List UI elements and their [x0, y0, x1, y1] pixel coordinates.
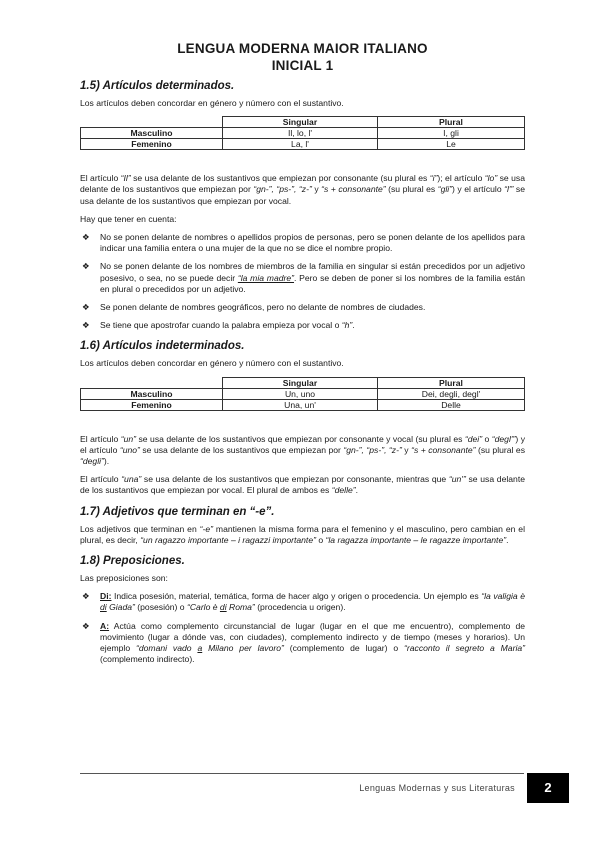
table-cell — [81, 117, 223, 128]
document-title — [80, 40, 525, 74]
diamond-bullet-icon: ❖ — [82, 261, 90, 272]
s16-paragraph-2: El artículo “una” se usa delante de los sustantivos que empiezan por consonante, mientras que “un'” se usa delante de los sustantivos que empiezan por vocal. El plural de ambos es “delle”. — [80, 474, 525, 496]
title-line-1: LENGUA MODERNA MAIOR ITALIANO — [177, 41, 428, 56]
heading-1-8: 1.8) Preposiciones. — [80, 555, 185, 568]
s16-paragraph-1: El artículo “un” se usa delante de los sustantivos que empiezan por consonante y vocal (su plural es “dei” o “degl'”) y el artículo “uno” se usa delante de los sustantivos que empiezan por “gn-”, “ps-”, “z-” y “s + consonante” (su plural es “degli”). — [80, 433, 526, 467]
list-item: ❖ Se tiene que apostrofar cuando la palabra empieza por vocal o “h”. — [82, 320, 355, 331]
list-item: ❖ Di: Indica posesión, material, temática, forma de hacer algo y origen o procedencia. Un ejemplo es “la valigia è di Giada” (posesión) o “Carlo è di Roma” (procedencia u origen). — [82, 591, 526, 613]
table-header: Plural — [378, 117, 525, 128]
heading-1-7: 1.7) Adjetivos que terminan en “-e”. — [80, 505, 275, 518]
s15-paragraph-2: Hay que tener en cuenta: — [80, 213, 177, 224]
table-cell: Il, lo, l' — [223, 128, 378, 139]
diamond-bullet-icon: ❖ — [82, 620, 90, 631]
list-item: ❖ A: Actúa como complemento circunstancial de lugar (lugar en el que me encuentro), complemento de movimiento (lugar a dónde vas, con ciudades), complemento indirecto y de tiempo (meses y horarios). Un ejemplo “domani vado a Milano per lavoro” (complemento de lugar) o “racconto il segreto a Maria” (complemento indirecto). — [82, 620, 526, 665]
table-cell: I, gli — [378, 128, 525, 139]
document-page — [80, 40, 525, 672]
table-row — [81, 139, 525, 150]
definite-articles-table — [80, 116, 525, 150]
list-item: ❖ No se ponen delante de los nombres de miembros de la familia en singular si están precedidos por un adjetivo posesivo, o sea, no se puede decir “la mia madre”. Pero se deben de poner si los nombres de la familia están en plural o precedidos por un adjetivo. — [82, 261, 525, 294]
table-header: Plural — [378, 377, 525, 388]
table-row — [81, 117, 525, 128]
diamond-bullet-icon: ❖ — [82, 232, 90, 243]
prepositions-list — [80, 591, 525, 665]
table-cell: Una, un' — [223, 399, 378, 410]
s15-bullet-list — [80, 232, 525, 331]
heading-1-5: 1.5) Artículos determinados. — [80, 80, 235, 92]
page-number: 2 — [527, 773, 569, 803]
list-item: ❖ Se ponen delante de nombres geográficos, pero no delante de nombres de ciudades. — [82, 302, 426, 313]
table-row — [81, 128, 525, 139]
heading-1-6: 1.6) Artículos indeterminados. — [80, 340, 245, 353]
table-row — [81, 377, 525, 388]
table-cell: Masculino — [81, 388, 223, 399]
diamond-bullet-icon: ❖ — [82, 591, 90, 602]
table-header: Singular — [223, 377, 378, 388]
table-cell: Un, uno — [223, 388, 378, 399]
table-row — [81, 388, 525, 399]
s18-intro: Las preposiciones son: — [80, 573, 168, 584]
table-cell: Femenino — [81, 139, 223, 150]
table-cell: Femenino — [81, 399, 223, 410]
title-line-2: INICIAL 1 — [271, 58, 334, 73]
s15-paragraph-1: El artículo “Il” se usa delante de los sustantivos que empiezan por consonante (su plural es “i”); el artículo “lo” se usa delante de los sustantivos que empiezan por “gn-”, “ps-”, “z-” y “s + consonante” (su plural es “gli”) y el artículo “l'” se usa delante de los sustantivos que empiezan por vocal. — [80, 173, 525, 206]
table-header: Singular — [223, 117, 378, 128]
diamond-bullet-icon: ❖ — [82, 320, 90, 331]
table-row — [81, 399, 525, 410]
list-item: ❖ No se ponen delante de nombres o apellidos propios de personas, pero se ponen delante de los apellidos para indicar una familia entera o una mujer de la que no se dice el nombre propio. — [82, 232, 525, 254]
table-cell: La, l' — [223, 139, 378, 150]
footer-text: Lenguas Modernas y sus Literaturas — [359, 783, 515, 793]
table-cell: Masculino — [81, 128, 223, 139]
table-cell — [81, 377, 223, 388]
s15-intro: Los artículos deben concordar en género y número con el sustantivo. — [80, 98, 344, 108]
footer-divider — [80, 773, 524, 774]
indefinite-articles-table — [80, 377, 525, 411]
table-cell: Dei, degli, degl' — [378, 388, 525, 399]
table-cell: Delle — [378, 399, 525, 410]
s17-paragraph-1: Los adjetivos que terminan en “-e” mantienen la misma forma para el femenino y el masculino, pero cambian en el plural, es decir, “un ragazzo importante – i ragazzi importante” o “la ragazza importante – le ragazze importante”. — [80, 523, 525, 545]
diamond-bullet-icon: ❖ — [82, 302, 90, 313]
table-cell: Le — [378, 139, 525, 150]
s16-intro: Los artículos deben concordar en género y número con el sustantivo. — [80, 358, 344, 369]
